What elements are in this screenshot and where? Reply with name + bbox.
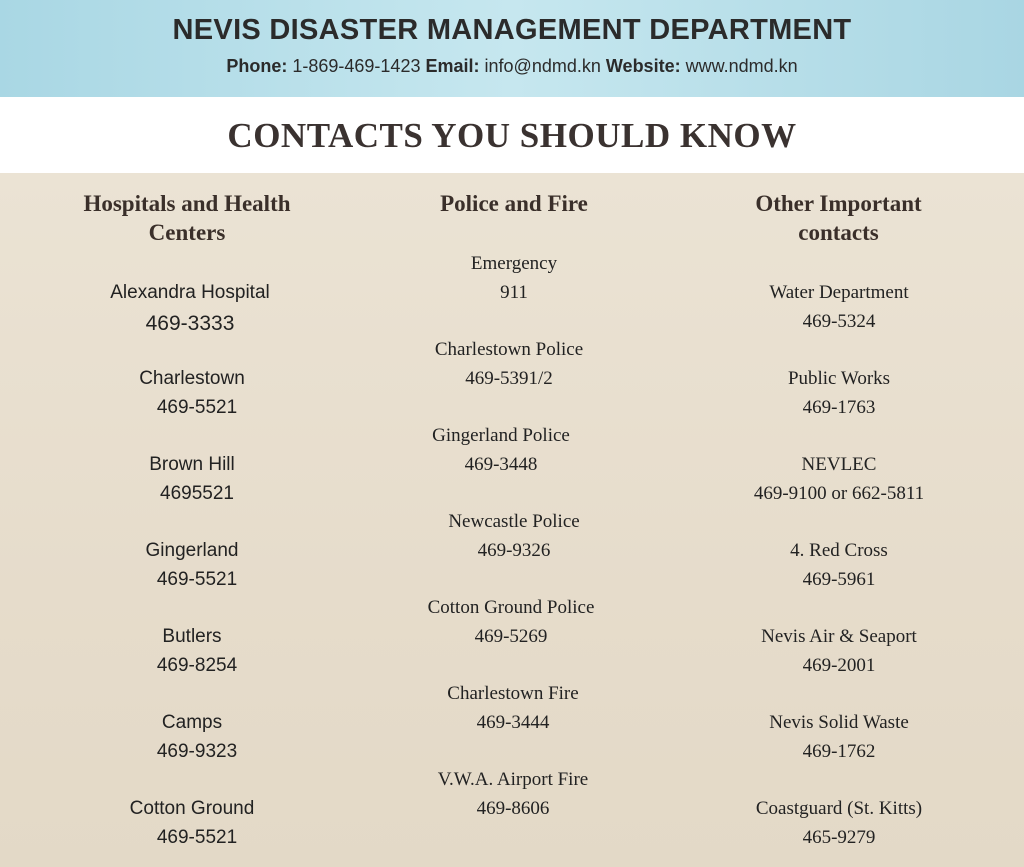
list-item (383, 679, 643, 737)
list-item (62, 708, 322, 766)
list-item (384, 249, 644, 307)
contact-name: Butlers (162, 626, 222, 647)
list-item (694, 622, 984, 680)
contact-name: Water Department (769, 282, 909, 303)
email-label: Email: (425, 56, 480, 76)
hospitals-heading-line2: Centers (148, 220, 226, 245)
contact-line (0, 56, 1024, 77)
contact-number: 469-2001 (802, 655, 876, 676)
contact-number: 469-9323 (156, 741, 238, 762)
contact-name: Coastguard (St. Kitts) (755, 798, 923, 819)
list-item (384, 507, 644, 565)
contact-name: Camps (161, 712, 223, 733)
contact-number: 469-1762 (802, 741, 876, 762)
contact-number: 469-3448 (464, 454, 538, 475)
list-item (60, 278, 320, 338)
contact-name: Gingerland Police (432, 425, 570, 446)
org-name: NEVIS DISASTER MANAGEMENT DEPARTMENT (172, 14, 852, 46)
police-heading (374, 189, 654, 218)
list-item (383, 765, 643, 823)
contact-number: 469-1763 (802, 397, 876, 418)
contact-name: Charlestown (139, 368, 245, 389)
website-url: www.ndmd.kn (685, 56, 798, 76)
contact-name: Charlestown Fire (447, 683, 579, 704)
other-heading-line2: contacts (798, 220, 879, 245)
contact-number: 469-3333 (145, 312, 235, 335)
contact-name: Alexandra Hospital (110, 282, 270, 303)
contact-number: 469-3444 (476, 712, 550, 733)
contact-name: Nevis Air & Seaport (761, 626, 917, 647)
list-item (694, 450, 984, 508)
contact-name: V.W.A. Airport Fire (437, 769, 589, 790)
list-item (379, 335, 639, 393)
contact-name: Cotton Ground Police (427, 597, 595, 618)
list-item (62, 536, 322, 594)
contact-number: 469-5521 (156, 397, 238, 418)
contact-number: 469-5521 (156, 827, 238, 848)
other-heading-line1: Other Important (755, 191, 922, 216)
contact-name: NEVLEC (801, 454, 877, 475)
hospitals-heading-line1: Hospitals and Health (83, 191, 291, 216)
contact-number: 469-5269 (474, 626, 548, 647)
contact-number: 469-5961 (802, 569, 876, 590)
list-item (381, 593, 641, 651)
header-banner (0, 0, 1024, 97)
contact-number: 4695521 (160, 483, 234, 504)
contact-number: 469-8254 (156, 655, 238, 676)
contact-name: 4. Red Cross (790, 540, 888, 561)
contact-name: Nevis Solid Waste (769, 712, 909, 733)
list-item (62, 364, 322, 422)
contact-name: Brown Hill (149, 454, 235, 475)
contact-name: Emergency (470, 253, 558, 274)
phone-number: 1-869-469-1423 (292, 56, 421, 76)
hospitals-heading (37, 189, 337, 247)
contact-number: 469-5391/2 (465, 368, 553, 389)
list-item (694, 278, 984, 336)
contact-name: Public Works (787, 368, 891, 389)
section-title: CONTACTS YOU SHOULD KNOW (227, 116, 797, 155)
contact-number: 465-9279 (802, 827, 876, 848)
contact-number: 469-5521 (156, 569, 238, 590)
list-item (694, 794, 984, 852)
contact-name: Newcastle Police (448, 511, 580, 532)
email-address: info@ndmd.kn (484, 56, 601, 76)
police-heading-line1: Police and Fire (440, 191, 588, 216)
list-item (62, 794, 322, 852)
contact-number: 469-9100 or 662-5811 (753, 483, 925, 504)
contact-number: 469-5324 (802, 311, 876, 332)
list-item (694, 364, 984, 422)
list-item (694, 708, 984, 766)
contact-number: 469-9326 (477, 540, 551, 561)
contact-number: 911 (500, 282, 528, 303)
phone-label: Phone: (226, 56, 288, 76)
list-item (62, 450, 322, 508)
website-label: Website: (605, 56, 681, 76)
contact-number: 469-8606 (476, 798, 550, 819)
other-heading (696, 189, 981, 247)
list-item (694, 536, 984, 594)
contact-name: Gingerland (145, 540, 239, 561)
list-item (62, 622, 322, 680)
contact-name: Charlestown Police (434, 339, 584, 360)
list-item (371, 421, 631, 479)
contact-name: Cotton Ground (129, 798, 255, 819)
